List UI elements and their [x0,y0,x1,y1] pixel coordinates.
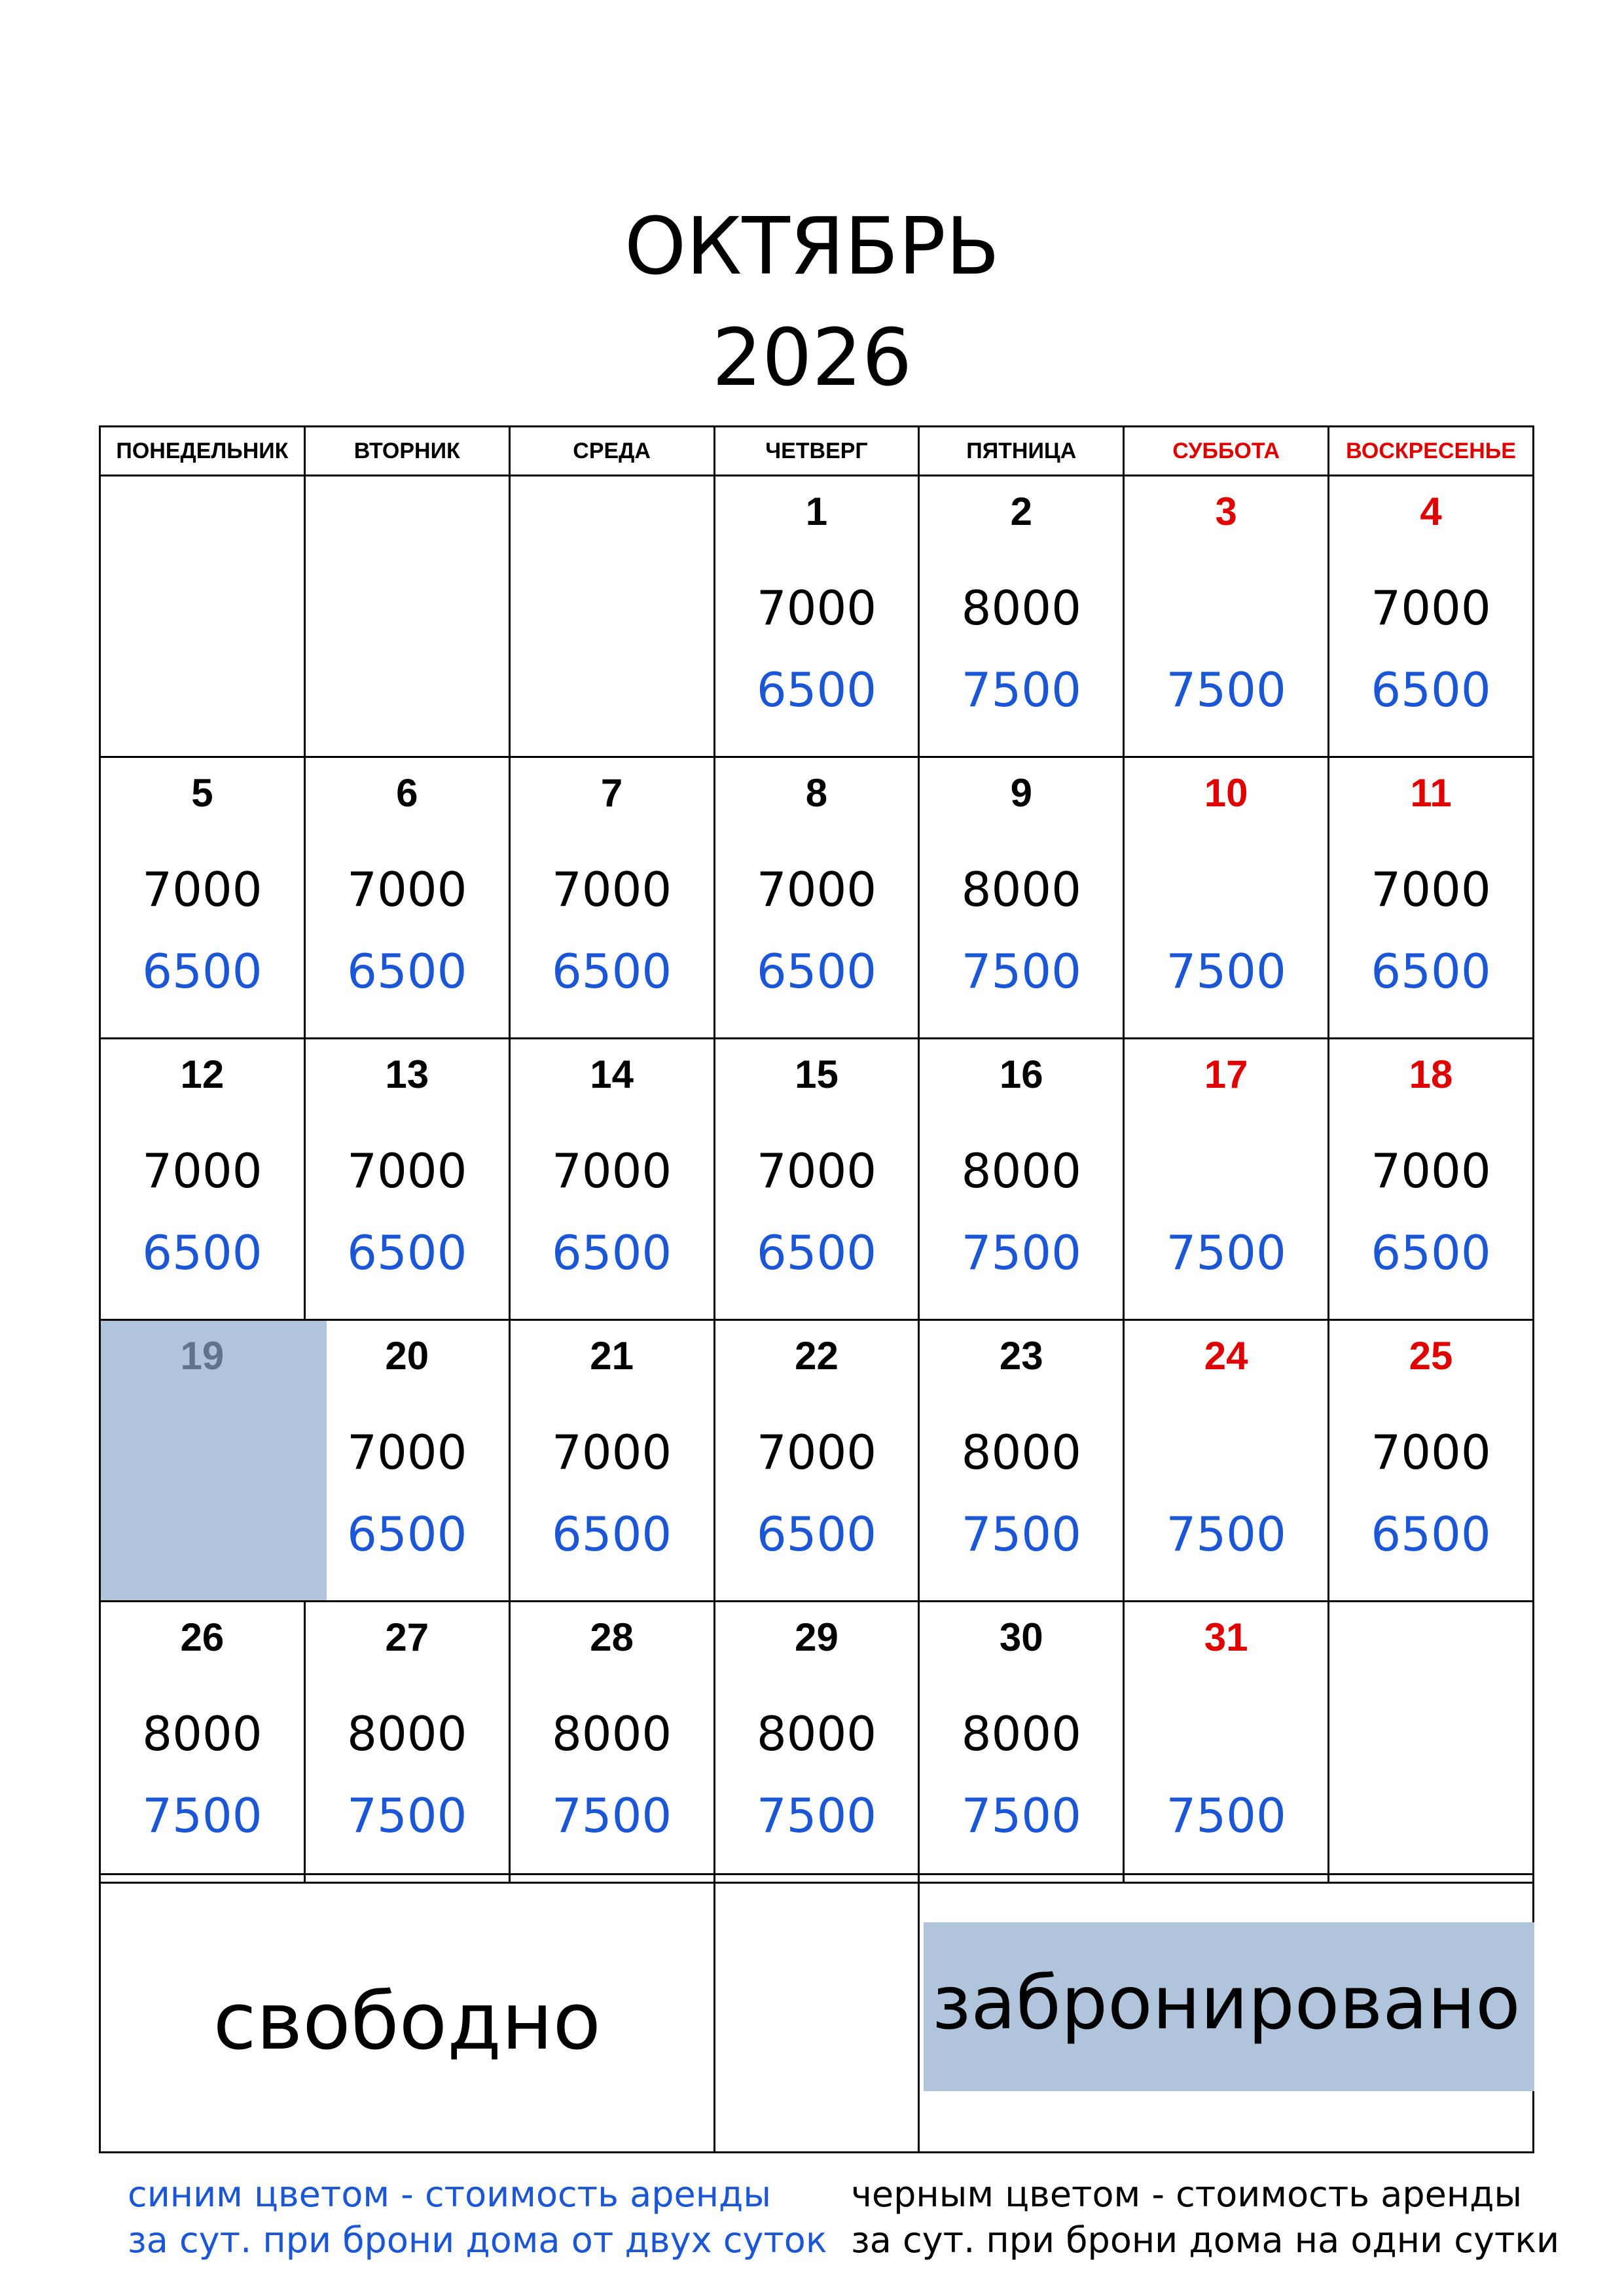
single-day-price: 7000 [756,862,877,917]
single-day-price: 8000 [961,862,1081,917]
legend-booked-cell [919,1874,1534,2153]
multi-day-price: 6500 [1371,662,1491,717]
day-cell [714,1602,919,1883]
single-day-price: 7000 [1371,581,1491,636]
multi-day-price: 7500 [961,1225,1081,1280]
day-cell [1124,476,1329,757]
multi-day-price: 6500 [1371,1225,1491,1280]
day-number: 7 [600,771,623,815]
multi-day-price: 6500 [756,1225,877,1280]
day-number: 23 [999,1334,1043,1378]
weekday-header: ПЯТНИЦА [919,427,1124,476]
single-day-price: 7000 [551,1143,672,1198]
day-cell [509,1320,714,1602]
day-number: 4 [1420,490,1442,533]
weekday-header: ВТОРНИК [304,427,509,476]
day-number: 22 [795,1334,839,1378]
multi-day-price: 6500 [1371,1507,1491,1562]
legend-free-cell [100,1874,715,2153]
year-title: 2026 [712,313,912,404]
single-day-price: 7000 [756,1143,877,1198]
day-cell [919,476,1124,757]
week-row [100,1320,1534,1602]
empty-day-cell [304,476,509,757]
single-day-price: 7000 [551,862,672,917]
legend-spacer-cell [714,1874,919,2153]
day-cell [1124,1320,1329,1602]
multi-day-price: 6500 [551,944,672,999]
day-number: 24 [1204,1334,1248,1378]
day-number: 17 [1204,1052,1248,1096]
multi-day-price: 6500 [756,1507,877,1562]
single-day-price: 8000 [961,1143,1081,1198]
day-number: 28 [590,1615,634,1659]
single-day-price: 7000 [142,862,262,917]
week-row [100,757,1534,1039]
single-day-price: 8000 [347,1706,467,1761]
day-cell [1329,476,1534,757]
multi-day-price: 7500 [1166,1225,1286,1280]
empty-day-cell [509,476,714,757]
day-cell [1329,757,1534,1039]
single-day-price: 7000 [756,1425,877,1480]
legend-booked-label: забронировано [931,1961,1521,2046]
single-day-price: 7000 [347,1425,467,1480]
empty-day-cell [100,476,305,757]
day-number: 12 [180,1052,225,1096]
day-number: 16 [999,1052,1043,1096]
single-day-price: 8000 [142,1706,262,1761]
day-cell [304,1602,509,1883]
weekday-header: ЧЕТВЕРГ [714,427,919,476]
multi-day-price: 7500 [961,1507,1081,1562]
multi-day-price: 7500 [756,1788,877,1843]
multi-day-price: 7500 [1166,1788,1286,1843]
day-number: 20 [385,1334,429,1378]
day-cell [1329,1039,1534,1320]
multi-day-price: 7500 [961,1788,1081,1843]
day-number: 21 [590,1334,634,1378]
day-number: 25 [1409,1334,1453,1378]
day-cell [304,1039,509,1320]
day-cell [714,476,919,757]
day-number: 2 [1010,490,1032,533]
multi-day-price: 6500 [756,662,877,717]
single-day-price: 7000 [1371,1425,1491,1480]
week-row [100,1039,1534,1320]
single-day-price: 8000 [961,1425,1081,1480]
single-day-price: 8000 [961,1706,1081,1761]
day-number: 18 [1409,1052,1453,1096]
note-line: за сут. при брони дома от двух суток [128,2219,827,2261]
day-cell [509,1039,714,1320]
day-number: 15 [795,1052,839,1096]
day-cell [1329,1320,1534,1602]
multi-day-price: 7500 [961,944,1081,999]
multi-day-price: 6500 [142,1225,262,1280]
day-number: 9 [1010,771,1032,815]
weekday-header: СУББОТА [1124,427,1329,476]
day-cell [304,1320,509,1602]
single-day-price: 8000 [961,581,1081,636]
legend-free-label: свободно [213,1977,601,2068]
multi-day-price: 6500 [142,944,262,999]
day-number: 31 [1204,1615,1248,1659]
single-day-price: 7000 [347,1143,467,1198]
day-number: 30 [999,1615,1043,1659]
multi-day-price: 7500 [347,1788,467,1843]
multi-day-price: 6500 [551,1225,672,1280]
day-number: 1 [805,490,828,533]
note-line: синим цветом - стоимость аренды [128,2174,771,2215]
day-cell-booked [100,1320,305,1602]
multi-day-price: 7500 [1166,662,1286,717]
week-row [100,1602,1534,1883]
single-day-price: 8000 [551,1706,672,1761]
day-number: 13 [385,1052,429,1096]
note-line: за сут. при брони дома на одни сутки [851,2219,1560,2261]
multi-day-price: 7500 [1166,1507,1286,1562]
multi-day-price: 6500 [347,1507,467,1562]
weekday-header: ВОСКРЕСЕНЬЕ [1329,427,1534,476]
day-cell [1124,1039,1329,1320]
single-day-price: 7000 [756,581,877,636]
multi-day-price: 7500 [1166,944,1286,999]
note-line: черным цветом - стоимость аренды [851,2174,1523,2215]
day-number: 6 [396,771,418,815]
calendar-grid [99,425,1534,1884]
day-number: 26 [180,1615,225,1659]
multi-day-price: 7500 [551,1788,672,1843]
legend [99,1873,1534,2153]
day-cell [919,1320,1124,1602]
note-single-day-price [851,2172,1559,2263]
day-cell [919,1602,1124,1883]
day-number: 14 [590,1052,634,1096]
multi-day-price: 7500 [961,662,1081,717]
day-number: 27 [385,1615,429,1659]
day-number: 29 [795,1615,839,1659]
day-number: 8 [805,771,828,815]
day-cell [919,757,1124,1039]
multi-day-price: 6500 [756,944,877,999]
single-day-price: 7000 [142,1143,262,1198]
weekday-header: СРЕДА [509,427,714,476]
single-day-price: 8000 [756,1706,877,1761]
multi-day-price: 6500 [347,944,467,999]
day-cell [1124,757,1329,1039]
day-number: 11 [1410,771,1452,815]
weekday-header-row [100,427,1534,476]
day-cell [1124,1602,1329,1883]
day-number: 10 [1204,771,1248,815]
multi-day-price: 6500 [347,1225,467,1280]
day-cell [100,1039,305,1320]
single-day-price: 7000 [347,862,467,917]
day-cell [100,757,305,1039]
day-cell [919,1039,1124,1320]
day-cell [714,757,919,1039]
day-cell [714,1039,919,1320]
month-title: ОКТЯБРЬ [624,202,1000,293]
day-cell [509,757,714,1039]
day-number: 5 [191,771,213,815]
single-day-price: 7000 [1371,862,1491,917]
day-cell [509,1602,714,1883]
weekday-header: ПОНЕДЕЛЬНИК [100,427,305,476]
multi-day-price: 6500 [1371,944,1491,999]
day-number: 3 [1215,490,1237,533]
day-cell [714,1320,919,1602]
day-cell [100,1602,305,1883]
week-row [100,476,1534,757]
single-day-price: 7000 [1371,1143,1491,1198]
single-day-price: 7000 [551,1425,672,1480]
day-number: 19 [180,1334,225,1378]
note-multi-day-price [128,2172,827,2263]
multi-day-price: 7500 [142,1788,262,1843]
day-cell [304,757,509,1039]
empty-day-cell [1329,1602,1534,1883]
multi-day-price: 6500 [551,1507,672,1562]
